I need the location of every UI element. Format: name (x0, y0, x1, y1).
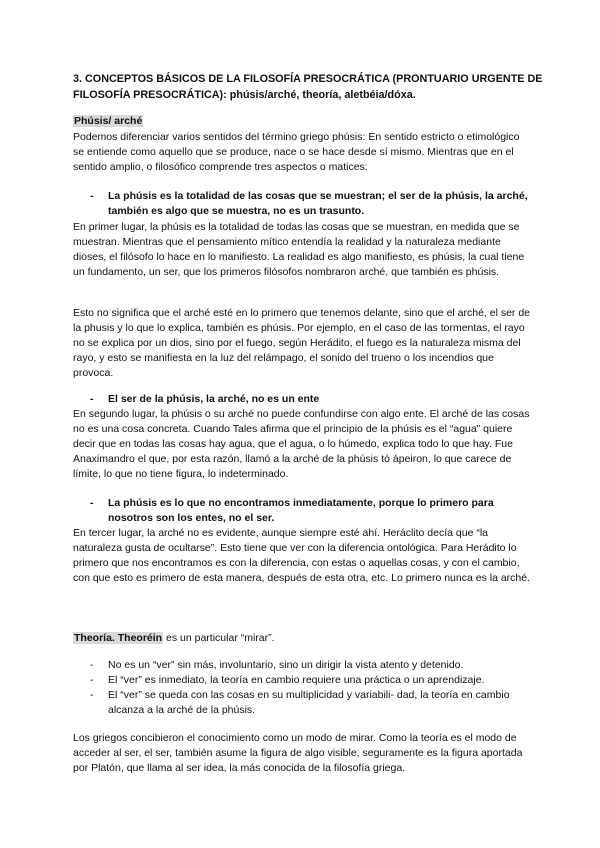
bullet-1 (90, 189, 530, 219)
paragraph-2 (73, 306, 533, 381)
paragraph-1 (73, 220, 533, 280)
theoria-list (90, 658, 520, 718)
bullet-dash: - (90, 674, 94, 686)
paragraph-4 (73, 526, 533, 586)
bullet-dash: - (90, 689, 94, 701)
section2-paragraph-text: Los griegos concibieron el conocimiento como un modo de mirar. Como la teoría es el modo de acceder al ser, el ser, también asume la figura de algo visible, seguramente es la figura aportada por Platón, que llama al ser idea, la más conocida de la filosofía griega. (73, 732, 523, 774)
section2-heading-rest: es un particular “mirar”. (163, 632, 275, 644)
paragraph-3-text: En segundo lugar, la phúsis o su arché no puede confundirse con algo ente. El arché de las cosas no es una cosa concreta. Cuando Tales afirma que el principio de la phúsis es el “agua” quiere decir que en todas las cosas hay agua, que el agua, o lo húmedo, explica todo lo que hay. Fue Anaximandro el que, por esta razón, llamó a la arché de la phúsis tò ápeiron, lo que carece de límite, lo que no tiene figura, lo indeterminado. (73, 408, 530, 480)
list-item-text: El “ver” es inmediato, la teoría en cambio requiere una práctica o un aprendizaje. (108, 674, 485, 686)
section1-heading-wrap (73, 114, 533, 129)
section1-heading: Phúsis/ arché (74, 115, 143, 127)
intro-paragraph: Podemos diferenciar varios sentidos del término griego phúsis: En sentido estricto o etimológico se entiende como aquello que se produce, nace o se hace desde sí mismo. Mientras que en el sentido amplio, o filosófico comprende tres aspectos o matices: (73, 131, 520, 173)
list-item-text: El “ver” se queda con las cosas en su multiplicidad y variabili- dad, la teoría en cambio alcanza a la arché de la phúsis. (108, 689, 510, 716)
list-item-text: No es un “ver” sin más, involuntario, sino un dirigir la vista atento y detenido. (108, 659, 464, 671)
bullet-dash: - (90, 190, 94, 202)
bullet-2-text: El ser de la phúsis, la arché, no es un ente (108, 393, 320, 405)
bullet-dash: - (90, 659, 94, 671)
bullet-1-text: La phúsis es la totalidad de las cosas que se muestran; el ser de la phúsis, la arché, también es algo que se muestra, no es un trasunto. (108, 190, 528, 217)
bullet-3-text: La phúsis es lo que no encontramos inmediatamente, porque lo primero para nosotros son los entes, no el ser. (108, 497, 494, 524)
bullet-2 (90, 392, 530, 407)
paragraph-2-text: Esto no significa que el arché esté en lo primero que tenemos delante, sino que el arché, el ser de la phusis y lo que lo explica, también es phúsis. Por ejemplo, en el caso de las tormentas, el rayo no se explica por un dios, sino por el fuego, según Herádito, el fuego es la naturaleza misma del rayo, y esto se manifiesta en la luz del relámpago, el sonido del trueno o los incendios que provoca. (73, 307, 531, 379)
paragraph-1-text: En primer lugar, la phúsis es la totalidad de todas las cosas que se muestran, en medida que se muestran. Mientras que el pensamiento mítico entendía la realidad y la naturaleza mediante dioses, el filósofo lo hace en lo manifiesto. La realidad es algo manifiesto, es phúsis, la cual tiene un fundamento, un ser, que los primeros filósofos nombraron arché, que también es phúsis. (73, 221, 525, 278)
list-item (90, 673, 520, 688)
section2-heading: Theoría. Theoréin (74, 632, 163, 644)
list-item (90, 658, 520, 673)
document-title: 3. CONCEPTOS BÁSICOS DE LA FILOSOFÍA PRESOCRÁTICA (PRONTUARIO URGENTE DE FILOSOFÍA PRESOCRÁTICA): phúsis/arché, theoría, aletbéia/dóxa. (73, 73, 543, 101)
bullet-dash: - (90, 393, 94, 405)
bullet-dash: - (90, 497, 94, 509)
bullet-3 (90, 496, 530, 526)
list-item (90, 688, 520, 718)
section2-paragraph (73, 731, 533, 776)
paragraph-3 (73, 407, 533, 482)
section2-heading-line (73, 631, 533, 646)
paragraph-4-text: En tercer lugar, la arché no es evidente, aunque siempre esté ahí. Heráclito decía que “la naturaleza gusta de ocultarse”. Esto tiene que ver con la diferencia ontológica. Para Herádito lo primero que nos encontramos es con la diferencia, con estas o aquellas cosas, y con el cambio, con que esto es primero de esta manera, después de esta otra, etc. Lo primero nunca es la arché. (73, 527, 531, 584)
section1-intro (73, 130, 533, 175)
